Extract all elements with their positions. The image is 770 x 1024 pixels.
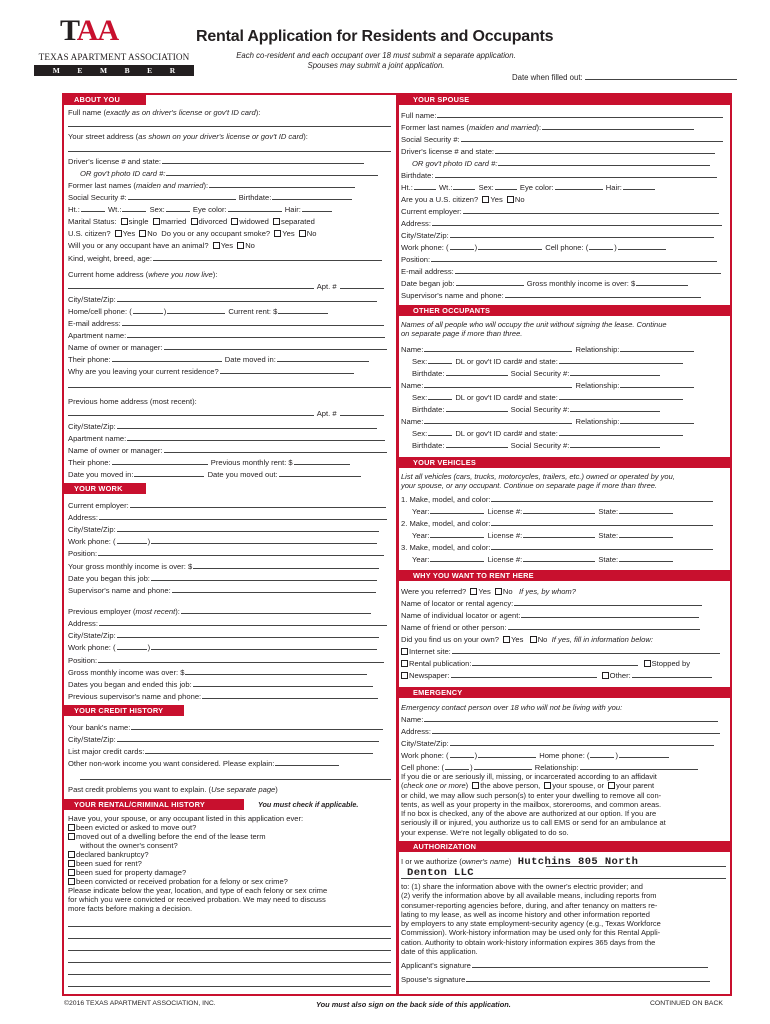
prev-work-city-field[interactable]: City/State/Zip:	[68, 630, 380, 641]
spouse-gov-id-field[interactable]: OR gov't photo ID card #:	[412, 158, 711, 169]
sued-damage-checkbox[interactable]	[68, 869, 75, 876]
stopped-by-checkbox[interactable]	[644, 660, 651, 667]
spouse-citizen-row: Are you a U.S. citizen? Yes No	[401, 195, 525, 204]
spouse-address-field[interactable]: Address:	[401, 218, 723, 229]
married-checkbox[interactable]	[153, 218, 160, 225]
continued-on-back: CONTINUED ON BACK	[650, 1000, 723, 1007]
gov-id-field[interactable]: OR gov't photo ID card #:	[80, 168, 379, 179]
vehicles-intro: List all vehicles (cars, trucks, motorcycles, trailers, etc.) owned or operated by you, your spouse, or any occupant. Continue on separate page if more than three.	[401, 472, 675, 491]
spouse-citizen-no-checkbox[interactable]	[507, 196, 514, 203]
previous-address-label: Previous home address (most recent):	[68, 397, 197, 406]
emergency-name-field[interactable]: Name:	[401, 714, 719, 725]
spouse-position-field[interactable]: Position:	[401, 254, 718, 265]
referred-yes-checkbox[interactable]	[470, 588, 477, 595]
emergency-phones-row[interactable]: Work phone: ( ) Home phone: ( )	[401, 750, 670, 761]
column-divider	[396, 93, 399, 996]
emergency-address-field[interactable]: Address:	[401, 726, 721, 737]
taa-logo	[34, 16, 194, 78]
explain-line-2: for which you were convicted or received probation. We may need to discuss	[68, 895, 326, 904]
apartment-name-field[interactable]: Apartment name:	[68, 330, 386, 341]
credit-cards-field[interactable]: List major credit cards:	[68, 746, 374, 757]
divorced-checkbox[interactable]	[191, 218, 198, 225]
found-own-row: Did you find us on your own? Yes No If yes, fill in information below:	[401, 635, 653, 644]
bank-city-field[interactable]: City/State/Zip:	[68, 734, 380, 745]
found-own-yes-checkbox[interactable]	[503, 636, 510, 643]
previous-owner-field[interactable]: Name of owner or manager:	[68, 445, 388, 456]
occupant-1-name-row[interactable]: Name: Relationship:	[401, 344, 695, 355]
why-leaving-line2[interactable]	[68, 387, 391, 388]
occupant-3-name-row[interactable]: Name: Relationship:	[401, 416, 695, 427]
emergency-intro: Emergency contact person over 18 who will not be living with you:	[401, 703, 623, 712]
occupants-intro: Names of all people who will occupy the unit without signing the lease. Continue on separate page if more than three.	[401, 320, 667, 339]
separated-checkbox[interactable]	[273, 218, 280, 225]
past-credit-label: Past credit problems you want to explain. (Use separate page)	[68, 785, 278, 794]
bankruptcy-item: declared bankruptcy?	[68, 849, 149, 860]
explain-line-3: more facts before making a decision.	[68, 904, 193, 913]
their-phone-row[interactable]: Their phone: Date moved in:	[68, 354, 370, 365]
former-names-field[interactable]: Former last names (maiden and married):	[68, 180, 356, 191]
position-field[interactable]: Position:	[68, 548, 385, 559]
convicted-item: been convicted or received probation for a felony or sex crime?	[68, 876, 288, 887]
occupant-2-name-row[interactable]: Name: Relationship:	[401, 380, 695, 391]
above-person-checkbox[interactable]	[472, 782, 479, 789]
spouse-email-field[interactable]: E-mail address:	[401, 266, 722, 277]
newspaper-row[interactable]: Newspaper: Other:	[401, 670, 713, 681]
owner-authorization-row[interactable]: I or we authorize (owner's name) Hutchins 805 North	[401, 856, 639, 868]
spouse-physical-row[interactable]: Ht.: Wt.: Sex: Eye color: Hair:	[401, 182, 656, 193]
current-address-field[interactable]: Apt. #	[68, 281, 385, 292]
publication-row[interactable]: Rental publication: Stopped by	[401, 658, 690, 669]
bank-name-field[interactable]: Your bank's name:	[68, 722, 384, 733]
animal-row: Will you or any occupant have an animal? Yes No	[68, 241, 255, 250]
marital-status-row: Marital Status: single married divorced widowed separated	[68, 217, 315, 226]
bankruptcy-checkbox[interactable]	[68, 851, 75, 858]
prev-work-phone-field[interactable]: Work phone: ( )	[68, 642, 378, 653]
prev-income-field[interactable]: Gross monthly income was over: $	[68, 667, 368, 678]
email-field[interactable]: E-mail address:	[68, 318, 385, 329]
other-income-line2[interactable]	[80, 779, 391, 780]
owner-name-field[interactable]: Name of owner or manager:	[68, 342, 388, 353]
found-own-no-checkbox[interactable]	[530, 636, 537, 643]
animal-no-checkbox[interactable]	[237, 242, 244, 249]
occupant-3-sex-dl-row[interactable]: Sex: DL or gov't ID card# and state:	[412, 428, 684, 439]
friend-field[interactable]: Name of friend or other person:	[401, 622, 701, 633]
emergency-authorization-text: If you die or are seriously ill, missing, or incarcerated according to an affidavit (check one or more) the above person, your spouse, or your parent or child, we may allow such person(s) to enter your dwelling to remove all con- tents, as well as your property in the mailbox, storerooms, and common areas. If no box is checked, any of the above are authorized at our option. If you are seriously ill or injured, you authorize us to call EMS or send for an ambulance at your expense. We're not legally obligated to do so.	[401, 772, 666, 837]
owner-consent-text: without the owner's consent?	[80, 841, 178, 850]
spouse-employer-field[interactable]: Current employer:	[401, 206, 720, 217]
street-address-field[interactable]	[68, 151, 391, 152]
authorization-text: to: (1) share the information above with the owner's electric provider; and (2) verify the information above by all available means, including reports from consumer-reporting agencies before, during, and after tenancy on matters re- lating to my lease, as well as income history and other information reported by employers to any state employment-security agency (e.g., Texas Workforce Commission). Work-history information may be used only for this Rental Appli- cation. Authority to obtain work-history information expires 365 days from the date of this application.	[401, 882, 661, 957]
emergency-cell-row[interactable]: Cell phone: ( ) Relationship:	[401, 762, 699, 773]
previous-employer-field[interactable]: Previous employer (most recent):	[68, 606, 372, 617]
spouse-city-field[interactable]: City/State/Zip:	[401, 230, 715, 241]
date-filled-field[interactable]: Date when filled out:	[512, 73, 737, 82]
full-name-field[interactable]	[68, 126, 391, 127]
section-why-rent-header: WHY YOU WANT TO RENT HERE	[399, 570, 730, 581]
single-checkbox[interactable]	[121, 218, 128, 225]
copyright: ©2016 TEXAS APARTMENT ASSOCIATION, INC.	[64, 1000, 216, 1007]
vehicle-1-make-field[interactable]: 1. Make, model, and color:	[401, 494, 714, 505]
section-credit-header: YOUR CREDIT HISTORY	[64, 705, 184, 716]
owner-name-line2[interactable]: Denton LLC	[407, 867, 475, 879]
widowed-checkbox[interactable]	[231, 218, 238, 225]
spouse-former-names-field[interactable]: Former last names (maiden and married):	[401, 122, 695, 133]
supervisor-field[interactable]: Supervisor's name and phone:	[68, 585, 377, 596]
employer-field[interactable]: Current employer:	[68, 500, 387, 511]
previous-address-field[interactable]: Apt. #	[68, 408, 385, 419]
spouse-birthdate-field[interactable]: Birthdate:	[401, 170, 718, 181]
publication-checkbox[interactable]	[401, 660, 408, 667]
moved-out-item: moved out of a dwelling before the end of the lease term	[68, 831, 266, 842]
full-name-label: Full name (exactly as on driver's license or gov't ID card):	[68, 108, 261, 117]
evicted-checkbox[interactable]	[68, 824, 75, 831]
street-address-label: Your street address (as shown on your driver's license or gov't ID card):	[68, 132, 308, 141]
spouse-ssn-field[interactable]: Social Security #:	[401, 134, 724, 145]
spouse-dl-field[interactable]: Driver's license # and state:	[401, 146, 716, 157]
vehicle-2-details-row[interactable]: Year: License #: State:	[412, 530, 674, 541]
work-city-field[interactable]: City/State/Zip:	[68, 524, 380, 535]
work-address-field[interactable]: Address:	[68, 512, 388, 523]
section-authorization-header: AUTHORIZATION	[399, 841, 730, 852]
current-city-field[interactable]: City/State/Zip:	[68, 294, 378, 305]
referred-no-checkbox[interactable]	[495, 588, 502, 595]
prev-position-field[interactable]: Position:	[68, 655, 385, 666]
newspaper-checkbox[interactable]	[401, 672, 408, 679]
sued-rent-item: been sued for rent?	[68, 858, 142, 869]
spouse-signature-field[interactable]: Spouse's signature	[401, 974, 711, 985]
occupant-2-sex-dl-row[interactable]: Sex: DL or gov't ID card# and state:	[412, 392, 684, 403]
animal-kind-field[interactable]: Kind, weight, breed, age:	[68, 253, 383, 264]
section-work-header: YOUR WORK	[64, 483, 146, 494]
work-phone-field[interactable]: Work phone: ( )	[68, 536, 378, 547]
convicted-checkbox[interactable]	[68, 878, 75, 885]
ssn-birthdate-row[interactable]: Social Security #: Birthdate:	[68, 192, 353, 203]
citizen-no-checkbox[interactable]	[139, 230, 146, 237]
sued-damage-item: been sued for property damage?	[68, 867, 186, 878]
prev-dates-field[interactable]: Dates you began and ended this job:	[68, 679, 374, 690]
explain-field-6[interactable]	[68, 986, 391, 987]
smoke-no-checkbox[interactable]	[299, 230, 306, 237]
vehicle-3-make-field[interactable]: 3. Make, model, and color:	[401, 542, 714, 553]
spouse-citizen-yes-checkbox[interactable]	[482, 196, 489, 203]
logo-member-bar: M E M B E R	[34, 65, 194, 76]
explain-field-4[interactable]	[68, 962, 391, 963]
explain-line-1: Please indicate below the year, location, and type of each felony or sex crime	[68, 886, 328, 895]
owner-name-line1[interactable]: Hutchins 805 North	[517, 856, 639, 868]
page-title: Rental Application for Residents and Occupants	[196, 28, 554, 45]
section-occupants-header: OTHER OCCUPANTS	[399, 305, 730, 316]
must-check-note: You must check if applicable.	[258, 800, 359, 809]
criminal-intro: Have you, your spouse, or any occupant listed in this application ever:	[68, 814, 304, 823]
income-field[interactable]: Your gross monthly income is over: $	[68, 561, 380, 572]
spouse-supervisor-field[interactable]: Supervisor's name and phone:	[401, 290, 702, 301]
previous-apartment-name-field[interactable]: Apartment name:	[68, 433, 386, 444]
home-phone-rent-row[interactable]: Home/cell phone: ( ) Current rent: $	[68, 306, 329, 317]
referred-row: Were you referred? Yes No If yes, by whom?	[401, 587, 576, 596]
explain-field-2[interactable]	[68, 938, 391, 939]
owner-name-underline	[546, 866, 726, 867]
vehicle-1-details-row[interactable]: Year: License #: State:	[412, 506, 674, 517]
moved-out-checkbox[interactable]	[68, 833, 75, 840]
prev-work-address-field[interactable]: Address:	[68, 618, 388, 629]
animal-yes-checkbox[interactable]	[213, 242, 220, 249]
previous-phone-rent-row[interactable]: Their phone: Previous monthly rent: $	[68, 457, 351, 468]
citizen-smoke-row: U.S. citizen? Yes No Do you or any occupant smoke? Yes No	[68, 229, 317, 238]
previous-dates-row[interactable]: Date you moved in: Date you moved out:	[68, 469, 362, 480]
prev-supervisor-field[interactable]: Previous supervisor's name and phone:	[68, 691, 379, 702]
occupant-2-birth-ssn-row[interactable]: Birthdate: Social Security #:	[412, 404, 661, 415]
current-address-label: Current home address (where you now live):	[68, 270, 218, 279]
other-income-field[interactable]: Other non-work income you want considered. Please explain:	[68, 758, 340, 769]
job-start-field[interactable]: Date you began this job:	[68, 573, 378, 584]
emergency-city-field[interactable]: City/State/Zip:	[401, 738, 715, 749]
owner-name-underline-2	[401, 878, 726, 879]
spouse-began-income-row[interactable]: Date began job: Gross monthly income is over: $	[401, 278, 689, 289]
vehicle-2-make-field[interactable]: 2. Make, model, and color:	[401, 518, 714, 529]
section-emergency-header: EMERGENCY	[399, 687, 730, 698]
explain-field-5[interactable]	[68, 974, 391, 975]
locator-field[interactable]: Name of locator or rental agency:	[401, 598, 703, 609]
parent-checkbox[interactable]	[608, 782, 615, 789]
sign-back-note: You must also sign on the back side of this application.	[316, 1000, 511, 1009]
spouse-phones-row[interactable]: Work phone: ( ) Cell phone: ( )	[401, 242, 667, 253]
occupant-1-sex-dl-row[interactable]: Sex: DL or gov't ID card# and state:	[412, 356, 684, 367]
previous-city-field[interactable]: City/State/Zip:	[68, 421, 378, 432]
section-spouse-header: YOUR SPOUSE	[399, 94, 730, 105]
section-about-you-header: ABOUT YOU	[64, 94, 146, 105]
occupant-3-birth-ssn-row[interactable]: Birthdate: Social Security #:	[412, 440, 661, 451]
logo-association-text: TEXAS APARTMENT ASSOCIATION	[38, 52, 190, 62]
occupant-1-birth-ssn-row[interactable]: Birthdate: Social Security #:	[412, 368, 661, 379]
applicant-signature-field[interactable]: Applicant's signature	[401, 960, 709, 971]
internet-checkbox[interactable]	[401, 648, 408, 655]
citizen-yes-checkbox[interactable]	[115, 230, 122, 237]
page-subtitle: Each co-resident and each occupant over 18 must submit a separate application. Spouses may submit a joint application.	[236, 51, 516, 70]
spouse-checkbox[interactable]	[544, 782, 551, 789]
drivers-license-field[interactable]: Driver's license # and state:	[68, 156, 365, 167]
section-vehicles-header: YOUR VEHICLES	[399, 457, 730, 468]
section-criminal-header: YOUR RENTAL/CRIMINAL HISTORY	[64, 799, 244, 810]
other-checkbox[interactable]	[602, 672, 609, 679]
spouse-name-field[interactable]: Full name:	[401, 110, 724, 121]
smoke-yes-checkbox[interactable]	[274, 230, 281, 237]
vehicle-3-details-row[interactable]: Year: License #: State:	[412, 554, 674, 565]
internet-site-row[interactable]: Internet site:	[401, 646, 721, 657]
physical-description-row[interactable]: Ht.: Wt.: Sex: Eye color: Hair:	[68, 204, 333, 215]
evicted-item: been evicted or asked to move out?	[68, 822, 196, 833]
individual-locator-field[interactable]: Name of individual locator or agent:	[401, 610, 700, 621]
explain-field-3[interactable]	[68, 950, 391, 951]
sued-rent-checkbox[interactable]	[68, 860, 75, 867]
logo-word: TAA	[60, 14, 119, 47]
why-leaving-field[interactable]: Why are you leaving your current residence?	[68, 366, 355, 377]
explain-field-1[interactable]	[68, 926, 391, 927]
